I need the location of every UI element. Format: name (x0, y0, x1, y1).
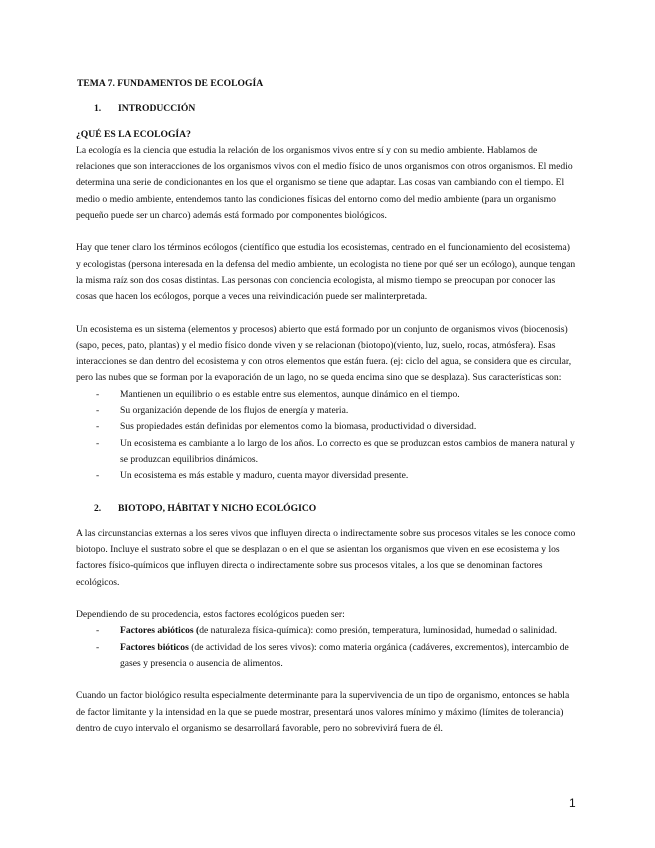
ecological-factors-list (76, 623, 576, 672)
paragraph-ecologia-definicion: La ecología es la ciencia que estudia la relación de los organismos vivos entre sí y con su medio ambiente. Hablamos de relaciones que son interacciones de los organismos vivos con el medio físico de unos organismos con otros organismos. El medio determina una serie de condicionantes en los que el organismo se tiene que adaptar. Las cosas van cambiando con el tiempo. El medio o medio ambiente, entendemos tanto las condiciones físicas del entorno como del medio ambiente (para un organismo pequeño puede ser un charco) además está formado por componentes biológicos. (76, 144, 573, 222)
document-title: TEMA 7. FUNDAMENTOS DE ECOLOGÍA (77, 78, 264, 89)
list-item-bioticos (76, 640, 576, 673)
list-item-abioticos (76, 623, 576, 639)
document-body (76, 76, 576, 753)
paragraph-ecosistema: Un ecosistema es un sistema (elementos y procesos) abierto que está formado por un conjunto de organismos vivos (biocenosis)(sapo, peces, pato, plantas) y el medio físico donde viven y se relacionan (biotopo)(viento, luz, suelo, rocas, atmósfera). Esas interacciones se dan dentro del ecosistema y con otros elementos que están fuera. (ej: ciclo del agua, se considera que es circular, pero las nubes que se forman por la evaporación de un lago, no se queda encima sino que se desplaza). Sus características son: (76, 323, 572, 384)
section-1-number: 1. (94, 103, 102, 115)
subheading-que-es-ecologia: ¿QUÉ ES LA ECOLOGÍA? (76, 128, 191, 140)
ecosystem-characteristics-list (76, 387, 576, 485)
list-item: - Su organización depende de los flujos de energía y materia. (76, 403, 576, 419)
page-number: 1 (569, 796, 576, 810)
list-item: - Un ecosistema es más estable y maduro, cuenta mayor diversidad presente. (76, 468, 576, 484)
factor-term: Factores abióticos ( (120, 625, 200, 637)
list-item: - Sus propiedades están definidas por elementos como la biomasa, productividad o diversidad. (76, 419, 576, 435)
paragraph-biotopo: A las circunstancias externas a los seres vivos que influyen directa o indirectamente sobre sus procesos vitales se les conoce como biotopo. Incluye el sustrato sobre el que se desplazan o en el que se asientan los organismos que viven en ese ecosistema y los factores físico-químicos que influyen directa o indirectamente sobre sus procesos vitales, a los que se denominan factores ecológicos. (76, 527, 576, 588)
list-item: - Un ecosistema es cambiante a lo largo de los años. Lo correcto es que se produzcan estos cambios de manera natural y se produzcan equilibrios dinámicos. (76, 436, 576, 469)
paragraph-factor-limitante: Cuando un factor biológico resulta especialmente determinante para la supervivencia de un tipo de organismo, entonces se habla de factor limitante y la intensidad en la que se puede mostrar, presentará unos valores mínimo y máximo (límites de tolerancia) dentro de cuyo intervalo el organismo se desarrollará favorable, pero no sobrevivirá fuera de él. (76, 690, 570, 734)
section-1-heading (76, 101, 576, 117)
paragraph-ecologos-ecologistas: Hay que tener claro los términos ecólogos (científico que estudia los ecosistemas, centrado en el funcionamiento del ecosistema) y ecologistas (persona interesada en la defensa del medio ambiente, un ecologista no tiene por qué ser un ecólogo), aunque tengan la misma raíz son dos cosas distintas. Las personas con conciencia ecologista, al mismo tiempo se preocupan por conocer las cosas que hacen los ecólogos, porque a veces una reivindicación puede ser malinterpretada. (76, 242, 576, 303)
section-2-title: BIOTOPO, HÁBITAT Y NICHO ECOLÓGICO (118, 502, 317, 514)
factor-description: (de actividad de los seres vivos): como materia orgánica (cadáveres, excrementos), intercambio de gases y presencia o ausencia de alimentos. (120, 641, 569, 669)
list-item: - Mantienen un equilibrio o es estable entre sus elementos, aunque dinámico en el tiempo. (76, 387, 576, 403)
factor-description: de naturaleza física-química): como presión, temperatura, luminosidad, humedad o salinidad. (199, 625, 557, 637)
paragraph-factores-intro: Dependiendo de su procedencia, estos factores ecológicos pueden ser: (76, 609, 345, 621)
section-1-title: INTRODUCCIÓN (118, 103, 196, 115)
section-2-number: 2. (94, 502, 102, 514)
section-2-heading (76, 501, 576, 517)
factor-term: Factores bióticos (120, 641, 189, 653)
